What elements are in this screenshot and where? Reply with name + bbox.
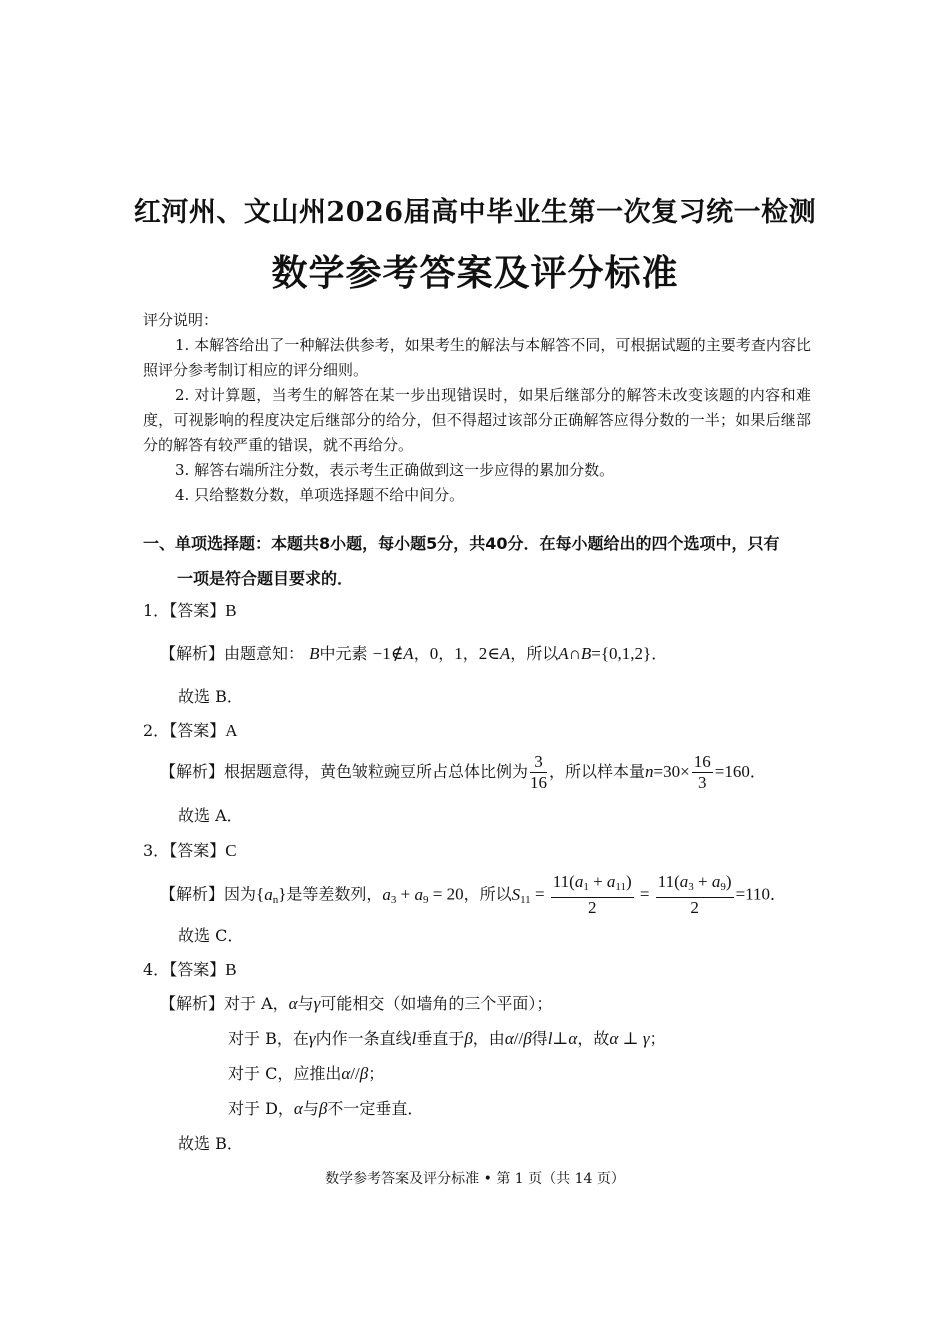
answer-label: 【答案】: [169, 960, 226, 979]
q3-analysis-line: 【解析】因为$\{a_n\}$是等差数列，$a_3 + a_9 = 20$，所以$S_{11}$ = $\frac{11(a_1 + a_{11})}{2}$ = $\frac{11(a_3 + a_9)}{2}$ =110．: [160, 872, 787, 917]
q2-result: =160: [714, 762, 750, 781]
grading-note-4: 4. 只给整数分数，单项选择题不给中间分。: [175, 486, 465, 504]
grading-note-3: 3. 解答右端所注分数，表示考生正确做到这一步应得的累加分数。: [175, 461, 615, 479]
grading-note-2: 2. 对计算题，当考生的解答在某一步出现错误时，如果后继部分的解答未改变该题的内容和难度，可视影响的程度决定后继部分的给分，但不得超过该部分正确解答应得分数的一半；如果后继部分的解答有较严重的错误，就不再给分。: [143, 386, 811, 454]
analysis-label: 【解析】: [160, 762, 225, 781]
q2-answer-line: [143, 720, 237, 742]
document-title: 数学参考答案及评分标准: [271, 252, 679, 294]
q3-answer-line: [143, 840, 237, 862]
grading-notes-label: 评分说明：: [143, 311, 219, 329]
q1-answer: B: [225, 601, 237, 620]
analysis-label: 【解析】: [160, 644, 225, 663]
q2-text-1: 根据题意得，黄色皱粒豌豆所占总体比例为: [224, 762, 529, 781]
q4-analysis-c: 对于 C，应推出α//β；: [228, 1064, 385, 1083]
section-heading-cont: 一项是符合题目要求的．: [177, 569, 354, 588]
q4-answer: B: [225, 960, 237, 979]
answer-label: 【答案】: [169, 841, 226, 860]
q4-number: 4．: [143, 960, 170, 979]
q1-answer-line: [143, 600, 237, 622]
q4-analysis-b: 对于 B，在γ内作一条直线l垂直于β，由α//β得l⊥α，故α ⊥ γ；: [228, 1029, 666, 1048]
q3-text-1: 因为: [224, 884, 257, 904]
q1-number: 1．: [143, 601, 170, 620]
q3-choose: 故选 C．: [178, 926, 244, 945]
q4-answer-line: [143, 959, 237, 981]
q2-fraction-2: $\frac{16}{3}$: [693, 752, 711, 792]
q3-text-3: ，所以: [463, 884, 512, 904]
answer-label: 【答案】: [169, 601, 226, 620]
exam-title: 红河州、文山州2026届高中毕业生第一次复习统一检测: [133, 197, 817, 228]
q4-analysis-a: 【解析】对于 A，α与γ可能相交（如墙角的三个平面）；: [160, 994, 553, 1013]
q3-fraction-1: $\frac{11(a_1 + a_{11})}{2}$: [552, 872, 632, 917]
q3-fraction-2: $\frac{11(a_3 + a_9)}{2}$: [657, 872, 732, 917]
q1-choose: 故选 B．: [178, 687, 243, 706]
q3-answer: C: [225, 841, 237, 860]
q2-number: 2．: [143, 721, 170, 740]
page-footer: 数学参考答案及评分标准 • 第 1 页（共 14 页）: [325, 1171, 625, 1187]
q2-analysis-line: 【解析】根据题意得，黄色皱粒豌豆所占总体比例为 $\frac{3}{16}$ ，所以样本量n=30× $\frac{16}{3}$ =160．: [160, 752, 766, 792]
q1-text-1: 由题意知：: [224, 644, 305, 663]
analysis-label: 【解析】: [160, 884, 225, 904]
analysis-label: 【解析】: [160, 994, 225, 1013]
q1-text-2: 中元素: [319, 644, 368, 663]
section-heading: 一、单项选择题：本题共8小题，每小题5分，共40分．在每小题给出的四个选项中，只有: [143, 534, 780, 553]
answer-label: 【答案】: [169, 721, 226, 740]
q3-result: =110: [735, 884, 771, 904]
q4-choose: 故选 B．: [178, 1134, 243, 1153]
q1-text-3: ，所以: [510, 644, 559, 663]
q1-analysis-line: 【解析】由题意知： B中元素 −1∉A，0，1，2∈A，所以A∩B={0,1,2}．: [160, 644, 668, 663]
q2-choose: 故选 A．: [178, 806, 243, 825]
q3-number: 3．: [143, 841, 170, 860]
q2-fraction-1: $\frac{3}{16}$: [530, 752, 548, 792]
q4-analysis-d: 对于 D，α与β不一定垂直．: [228, 1099, 424, 1118]
grading-note-1: 1. 本解答给出了一种解法供参考，如果考生的解法与本解答不同，可根据试题的主要考查内容比照评分参考制订相应的评分细则。: [143, 336, 811, 379]
q3-text-2: 是等差数列，: [286, 884, 383, 904]
q2-answer: A: [225, 721, 238, 740]
q2-text-2: ，所以样本量: [549, 762, 646, 781]
